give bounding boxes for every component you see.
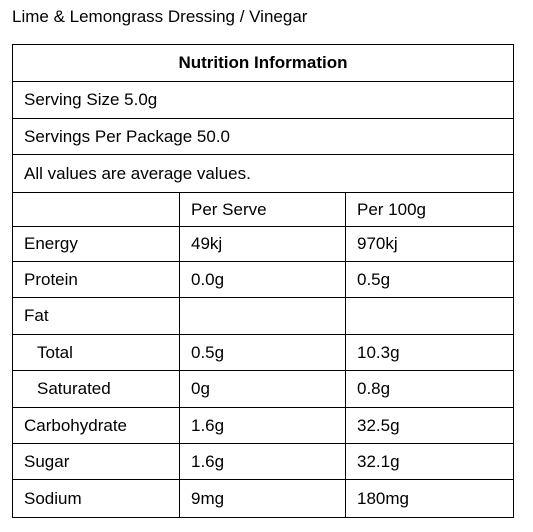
nutrition-table xyxy=(12,44,514,518)
table-row xyxy=(13,298,514,335)
table-row xyxy=(13,444,514,480)
per-100g-value: 970kj xyxy=(346,227,514,262)
per-100g-value xyxy=(346,298,514,335)
per-serve-value: 1.6g xyxy=(180,444,346,480)
table-row xyxy=(13,262,514,298)
nutrient-label: Fat xyxy=(13,298,180,335)
serving-size: Serving Size 5.0g xyxy=(13,82,514,119)
nutrient-label: Energy xyxy=(13,227,180,262)
average-values-note: All values are average values. xyxy=(13,155,514,193)
per-serve-value: 0.5g xyxy=(180,335,346,371)
table-row xyxy=(13,335,514,371)
nutrient-label: Total xyxy=(13,335,180,371)
note-row xyxy=(13,155,514,193)
nutrient-label: Protein xyxy=(13,262,180,298)
per-100g-value: 180mg xyxy=(346,480,514,518)
per-serve-value xyxy=(180,298,346,335)
table-title: Nutrition Information xyxy=(13,45,514,82)
table-row xyxy=(13,480,514,518)
nutrient-label: Carbohydrate xyxy=(13,408,180,444)
per-100g-value: 32.5g xyxy=(346,408,514,444)
per-100g-value: 0.8g xyxy=(346,371,514,408)
per-serve-value: 49kj xyxy=(180,227,346,262)
per-100g-value: 10.3g xyxy=(346,335,514,371)
per-serve-value: 9mg xyxy=(180,480,346,518)
table-row xyxy=(13,408,514,444)
table-row xyxy=(13,371,514,408)
nutrient-label: Sodium xyxy=(13,480,180,518)
column-header-per-serve: Per Serve xyxy=(180,193,346,227)
per-100g-value: 32.1g xyxy=(346,444,514,480)
per-serve-value: 0g xyxy=(180,371,346,408)
table-row xyxy=(13,227,514,262)
nutrient-label: Sugar xyxy=(13,444,180,480)
table-title-row xyxy=(13,45,514,82)
servings-per-package: Servings Per Package 50.0 xyxy=(13,119,514,155)
per-serve-value: 0.0g xyxy=(180,262,346,298)
per-100g-value: 0.5g xyxy=(346,262,514,298)
column-header-blank xyxy=(13,193,180,227)
per-serve-value: 1.6g xyxy=(180,408,346,444)
product-title: Lime & Lemongrass Dressing / Vinegar xyxy=(12,7,308,26)
column-header-per-100g: Per 100g xyxy=(346,193,514,227)
servings-per-package-row xyxy=(13,119,514,155)
serving-size-row xyxy=(13,82,514,119)
nutrient-label: Saturated xyxy=(13,371,180,408)
column-header-row xyxy=(13,193,514,227)
